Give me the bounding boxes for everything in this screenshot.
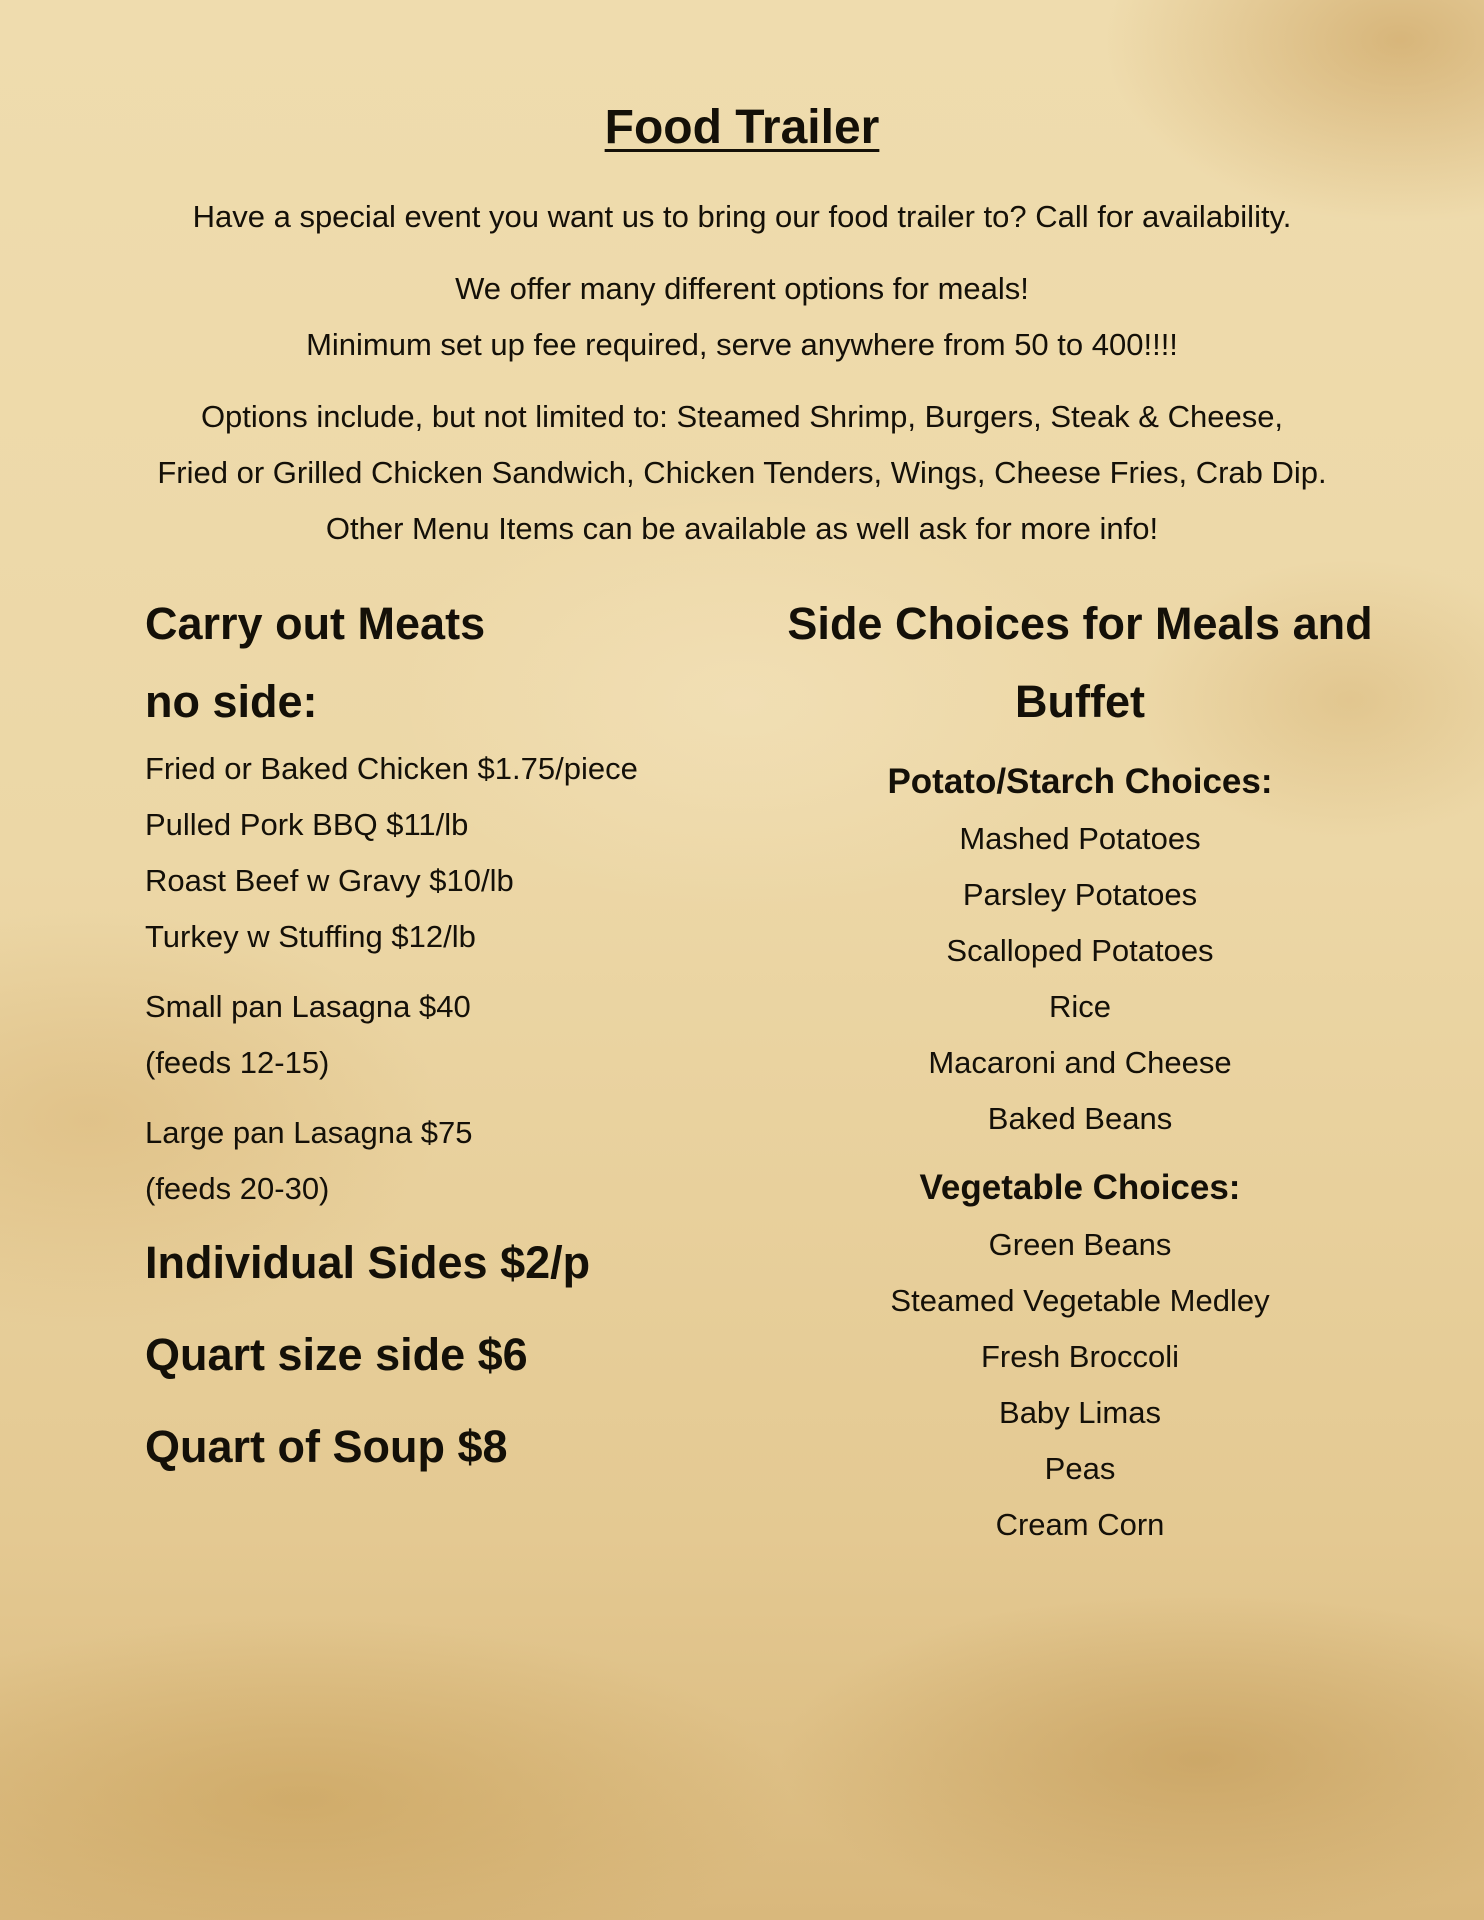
side-choices-heading: Side Choices for Meals and	[787, 598, 1373, 649]
intro-line: Have a special event you want us to bring our food trailer to? Call for availability.	[192, 199, 1292, 234]
carry-out-list	[145, 741, 745, 965]
list-item: Rice	[1048, 989, 1111, 1024]
list-item: Baked Beans	[987, 1101, 1173, 1136]
intro-line: Minimum set up fee required, serve anywhere from 50 to 400!!!!	[306, 327, 1178, 362]
list-item: Roast Beef w Gravy $10/lb	[145, 863, 514, 898]
list-item: Mashed Potatoes	[959, 821, 1201, 856]
carry-out-heading: Carry out Meats	[145, 598, 486, 649]
list-item: Scalloped Potatoes	[946, 933, 1214, 968]
list-item: Fresh Broccoli	[980, 1339, 1180, 1374]
side-choices-column	[760, 585, 1400, 1553]
potato-list	[760, 811, 1400, 1147]
list-item: Fried or Baked Chicken $1.75/piece	[145, 751, 638, 786]
list-item: Parsley Potatoes	[962, 877, 1198, 912]
intro-line: Options include, but not limited to: Steamed Shrimp, Burgers, Steak & Cheese,	[200, 399, 1284, 434]
vegetable-heading: Vegetable Choices:	[919, 1168, 1241, 1207]
list-item: Steamed Vegetable Medley	[890, 1283, 1270, 1318]
vegetable-list	[760, 1217, 1400, 1553]
list-item: (feeds 20-30)	[145, 1171, 330, 1206]
price-heading: Quart of Soup $8	[145, 1421, 508, 1472]
list-item: Cream Corn	[995, 1507, 1165, 1542]
intro-line: We offer many different options for meals!	[455, 271, 1029, 306]
carry-out-column	[145, 585, 745, 1493]
price-heading: Individual Sides $2/p	[145, 1237, 591, 1288]
list-item: Macaroni and Cheese	[928, 1045, 1232, 1080]
list-item: Large pan Lasagna $75	[145, 1115, 473, 1150]
intro-line: Other Menu Items can be available as well ask for more info!	[325, 511, 1159, 546]
page-title: Food Trailer	[604, 101, 880, 154]
carry-out-heading: no side:	[145, 676, 318, 727]
list-item: (feeds 12-15)	[145, 1045, 330, 1080]
side-choices-heading: Buffet	[1015, 676, 1145, 727]
list-item: Baby Limas	[999, 1395, 1161, 1430]
list-item: Peas	[1044, 1451, 1116, 1486]
list-item: Small pan Lasagna $40	[145, 989, 471, 1024]
potato-heading: Potato/Starch Choices:	[887, 762, 1273, 801]
price-heading: Quart size side $6	[145, 1329, 528, 1380]
intro-line: Fried or Grilled Chicken Sandwich, Chicken Tenders, Wings, Cheese Fries, Crab Dip.	[157, 455, 1327, 490]
list-item: Turkey w Stuffing $12/lb	[145, 919, 476, 954]
list-item: Green Beans	[988, 1227, 1172, 1262]
list-item: Pulled Pork BBQ $11/lb	[145, 807, 469, 842]
